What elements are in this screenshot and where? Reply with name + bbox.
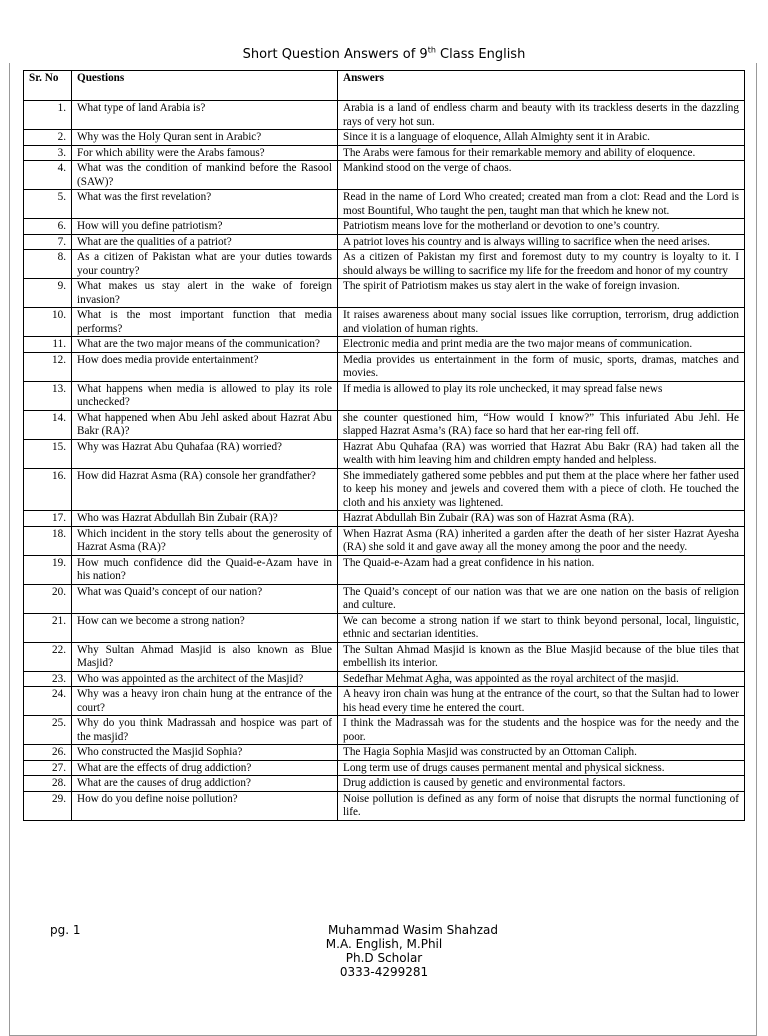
row-question: What was the condition of mankind before the Rasool (SAW)?: [72, 161, 338, 190]
page-number: pg. 1: [50, 923, 81, 937]
row-question: What type of land Arabia is?: [72, 101, 338, 130]
row-question: What happened when Abu Jehl asked about Hazrat Abu Bakr (RA)?: [72, 410, 338, 439]
table-row: [24, 555, 745, 584]
row-sr-number: 16.: [24, 468, 72, 511]
header-answers: Answers: [338, 71, 745, 101]
row-question: Why was Hazrat Abu Quhafaa (RA) worried?: [72, 439, 338, 468]
row-answer: The Quaid’s concept of our nation was that we are one nation on the basis of religion and culture.: [338, 584, 745, 613]
row-question: What is the most important function that media performs?: [72, 308, 338, 337]
row-question: What are the qualities of a patriot?: [72, 234, 338, 250]
row-sr-number: 3.: [24, 145, 72, 161]
row-question: How can we become a strong nation?: [72, 613, 338, 642]
row-sr-number: 14.: [24, 410, 72, 439]
row-answer: Arabia is a land of endless charm and beauty with its trackless deserts in the dazzling rays of very hot sun.: [338, 101, 745, 130]
row-sr-number: 20.: [24, 584, 72, 613]
row-sr-number: 5.: [24, 190, 72, 219]
row-sr-number: 4.: [24, 161, 72, 190]
table-row: [24, 642, 745, 671]
table-row: [24, 190, 745, 219]
row-sr-number: 15.: [24, 439, 72, 468]
row-sr-number: 11.: [24, 337, 72, 353]
row-sr-number: 22.: [24, 642, 72, 671]
row-question: For which ability were the Arabs famous?: [72, 145, 338, 161]
row-answer: I think the Madrassah was for the students and the hospice was for the needy and the poor.: [338, 716, 745, 745]
title-main: Short Question Answers of 9: [242, 47, 428, 63]
table-row: [24, 145, 745, 161]
row-sr-number: 1.: [24, 101, 72, 130]
row-sr-number: 8.: [24, 250, 72, 279]
row-question: Why Sultan Ahmad Masjid is also known as Blue Masjid?: [72, 642, 338, 671]
row-answer: Long term use of drugs causes permanent mental and physical sickness.: [338, 760, 745, 776]
title-rest: Class English: [435, 47, 526, 63]
table-row: [24, 791, 745, 820]
row-question: Who was appointed as the architect of the Masjid?: [72, 671, 338, 687]
table-body: [24, 101, 745, 821]
row-sr-number: 24.: [24, 687, 72, 716]
table-row: [24, 745, 745, 761]
row-sr-number: 18.: [24, 526, 72, 555]
row-sr-number: 10.: [24, 308, 72, 337]
row-answer: Patriotism means love for the motherland or devotion to one’s country.: [338, 219, 745, 235]
qa-table: [23, 70, 745, 821]
row-sr-number: 9.: [24, 279, 72, 308]
title-superscript: th: [427, 46, 436, 55]
row-sr-number: 26.: [24, 745, 72, 761]
row-question: What happens when media is allowed to play its role unchecked?: [72, 381, 338, 410]
table-row: [24, 716, 745, 745]
row-question: What makes us stay alert in the wake of foreign invasion?: [72, 279, 338, 308]
row-sr-number: 27.: [24, 760, 72, 776]
row-answer: Sedefhar Mehmat Agha, was appointed as the royal architect of the masjid.: [338, 671, 745, 687]
row-question: Why was the Holy Quran sent in Arabic?: [72, 130, 338, 146]
row-answer: The Quaid-e-Azam had a great confidence in his nation.: [338, 555, 745, 584]
row-question: What are the two major means of the communication?: [72, 337, 338, 353]
row-sr-number: 19.: [24, 555, 72, 584]
row-answer: A heavy iron chain was hung at the entrance of the court, so that the Sultan had to lower his head every time he entered the court.: [338, 687, 745, 716]
row-answer: It raises awareness about many social issues like corruption, terrorism, drug addiction and violation of human rights.: [338, 308, 745, 337]
row-sr-number: 17.: [24, 511, 72, 527]
author-scholar: Ph.D Scholar: [345, 951, 423, 965]
author-phone: 0333-4299281: [339, 965, 429, 979]
row-sr-number: 13.: [24, 381, 72, 410]
row-question: How do you define noise pollution?: [72, 791, 338, 820]
row-answer: We can become a strong nation if we start to think beyond personal, local, linguistic, ethnic and sectarian identities.: [338, 613, 745, 642]
row-question: How does media provide entertainment?: [72, 352, 338, 381]
row-sr-number: 28.: [24, 776, 72, 792]
table-row: [24, 776, 745, 792]
table-row: [24, 130, 745, 146]
row-answer: Since it is a language of eloquence, Allah Almighty sent it in Arabic.: [338, 130, 745, 146]
row-question: What are the effects of drug addiction?: [72, 760, 338, 776]
table-row: [24, 584, 745, 613]
document-title: [0, 42, 768, 63]
row-answer: A patriot loves his country and is always willing to sacrifice when the need arises.: [338, 234, 745, 250]
row-answer: As a citizen of Pakistan my first and foremost duty to my country is loyalty to it. I should always be willing to sacrifice my life for the freedom and honor of my country: [338, 250, 745, 279]
table-row: [24, 381, 745, 410]
author-name: Muhammad Wasim Shahzad: [327, 923, 499, 937]
row-answer: Hazrat Abu Quhafaa (RA) was worried that Hazrat Abu Bakr (RA) had taken all the wealth with him leaving him and children empty handed and helpless.: [338, 439, 745, 468]
header-sr-no: Sr. No: [24, 71, 72, 101]
table-header-row: [24, 71, 745, 101]
row-question: What are the causes of drug addiction?: [72, 776, 338, 792]
table-row: [24, 161, 745, 190]
row-answer: If media is allowed to play its role unchecked, it may spread false news: [338, 381, 745, 410]
row-sr-number: 21.: [24, 613, 72, 642]
row-answer: Media provides us entertainment in the form of music, sports, dramas, matches and movies.: [338, 352, 745, 381]
table-row: [24, 250, 745, 279]
row-answer: The Hagia Sophia Masjid was constructed by an Ottoman Caliph.: [338, 745, 745, 761]
row-question: Who was Hazrat Abdullah Bin Zubair (RA)?: [72, 511, 338, 527]
row-sr-number: 2.: [24, 130, 72, 146]
table-row: [24, 308, 745, 337]
author-degree: M.A. English, M.Phil: [325, 937, 443, 951]
table-row: [24, 410, 745, 439]
table-row: [24, 613, 745, 642]
table-row: [24, 234, 745, 250]
row-answer: She immediately gathered some pebbles and put them at the place where her father used to keep his money and jewels and covered them with a piece of cloth. He touched the cloth and his anxiety was lightened.: [338, 468, 745, 511]
row-question: Who constructed the Masjid Sophia?: [72, 745, 338, 761]
row-question: How did Hazrat Asma (RA) console her grandfather?: [72, 468, 338, 511]
row-answer: Noise pollution is defined as any form of noise that disrupts the normal functioning of life.: [338, 791, 745, 820]
row-answer: Electronic media and print media are the two major means of communication.: [338, 337, 745, 353]
row-question: Which incident in the story tells about the generosity of Hazrat Asma (RA)?: [72, 526, 338, 555]
table-row: [24, 511, 745, 527]
table-row: [24, 439, 745, 468]
table-row: [24, 760, 745, 776]
row-question: Why was a heavy iron chain hung at the entrance of the court?: [72, 687, 338, 716]
row-answer: Mankind stood on the verge of chaos.: [338, 161, 745, 190]
table-row: [24, 671, 745, 687]
table-row: [24, 468, 745, 511]
table-row: [24, 101, 745, 130]
header-questions: Questions: [72, 71, 338, 101]
table-row: [24, 219, 745, 235]
row-answer: When Hazrat Asma (RA) inherited a garden after the death of her sister Hazrat Ayesha (RA) she sold it and gave away all the money among the poor and the needy.: [338, 526, 745, 555]
row-question: What was Quaid’s concept of our nation?: [72, 584, 338, 613]
row-sr-number: 23.: [24, 671, 72, 687]
row-answer: The spirit of Patriotism makes us stay alert in the wake of foreign invasion.: [338, 279, 745, 308]
row-answer: Hazrat Abdullah Bin Zubair (RA) was son of Hazrat Asma (RA).: [338, 511, 745, 527]
row-question: How much confidence did the Quaid-e-Azam have in his nation?: [72, 555, 338, 584]
row-answer: The Sultan Ahmad Masjid is known as the Blue Masjid because of the blue tiles that embellish its interior.: [338, 642, 745, 671]
row-sr-number: 25.: [24, 716, 72, 745]
row-sr-number: 29.: [24, 791, 72, 820]
row-answer: The Arabs were famous for their remarkable memory and ability of eloquence.: [338, 145, 745, 161]
row-question: How will you define patriotism?: [72, 219, 338, 235]
row-answer: Drug addiction is caused by genetic and environmental factors.: [338, 776, 745, 792]
row-sr-number: 7.: [24, 234, 72, 250]
row-question: What was the first revelation?: [72, 190, 338, 219]
row-answer: she counter questioned him, “How would I know?” This infuriated Abu Jehl. He slapped Hazrat Asma’s (RA) face so hard that her ear-ring fell off.: [338, 410, 745, 439]
row-sr-number: 12.: [24, 352, 72, 381]
table-row: [24, 279, 745, 308]
table-row: [24, 687, 745, 716]
row-question: As a citizen of Pakistan what are your duties towards your country?: [72, 250, 338, 279]
table-row: [24, 352, 745, 381]
row-answer: Read in the name of Lord Who created; created man from a clot: Read and the Lord is most Bountiful, Who taught the pen, taught man that which he knew not.: [338, 190, 745, 219]
table-row: [24, 337, 745, 353]
table-row: [24, 526, 745, 555]
row-sr-number: 6.: [24, 219, 72, 235]
row-question: Why do you think Madrassah and hospice was part of the masjid?: [72, 716, 338, 745]
